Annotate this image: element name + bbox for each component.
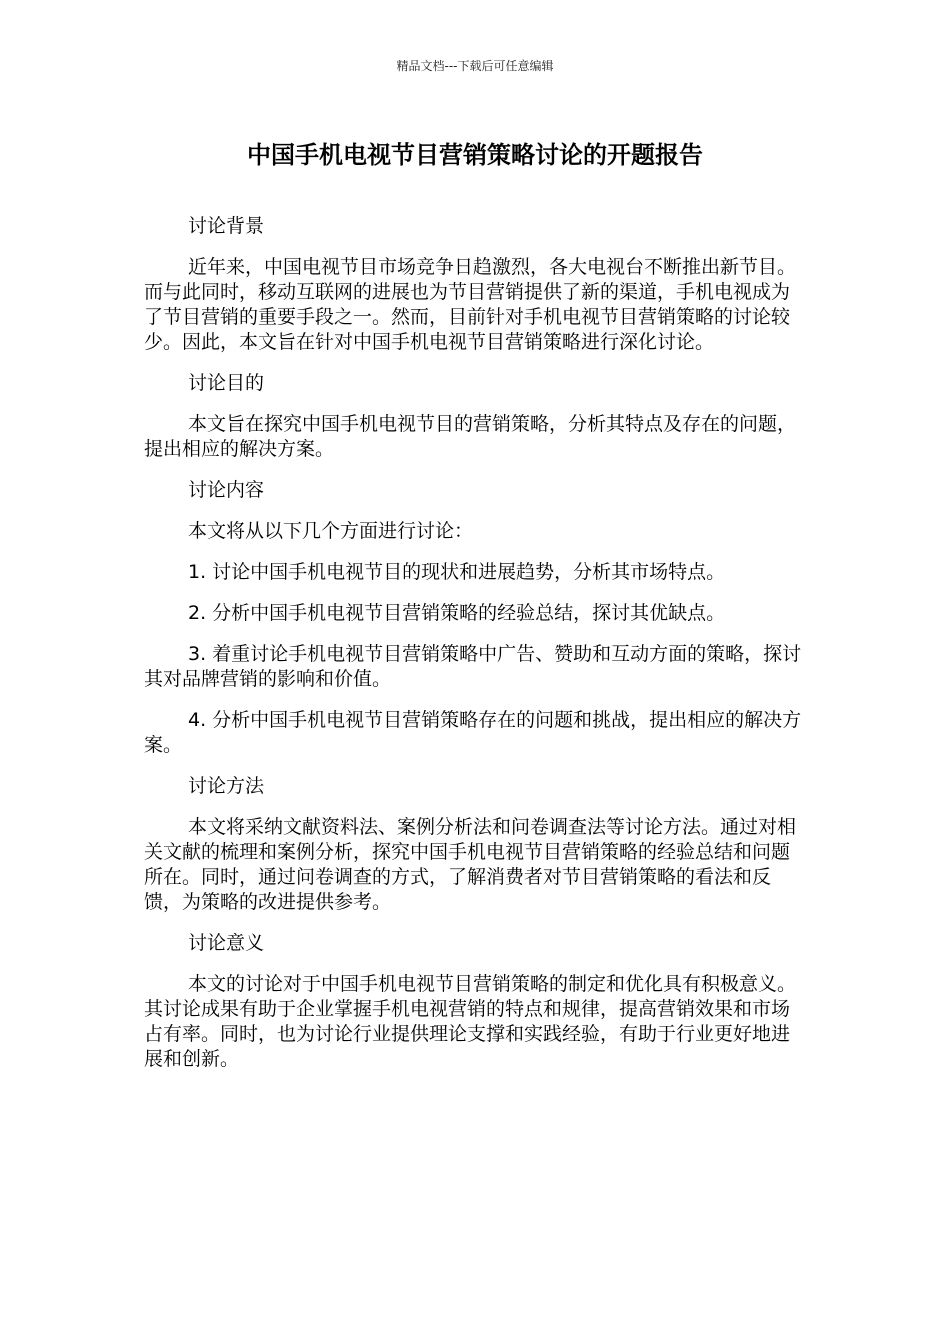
paragraph-purpose: 本文旨在探究中国手机电视节目的营销策略，分析其特点及存在的问题，提出相应的解决方案。 bbox=[144, 413, 797, 460]
paragraph-background: 近年来，中国电视节目市场竞争日趋激烈，各大电视台不断推出新节目。而与此同时，移动互联网的进展也为节目营销提供了新的渠道，手机电视成为了节目营销的重要手段之一。然而，目前针对手机电视节目营销策略的讨论较少。因此，本文旨在针对中国手机电视节目营销策略进行深化讨论。 bbox=[144, 256, 797, 353]
list-item-2: 2. 分析中国手机电视节目营销策略的经验总结，探讨其优缺点。 bbox=[188, 602, 726, 624]
section-heading-significance: 讨论意义 bbox=[188, 932, 265, 954]
list-item-3: 3. 着重讨论手机电视节目营销策略中广告、赞助和互动方面的策略，探讨其对品牌营销的影响和价值。 bbox=[144, 643, 802, 690]
section-heading-method: 讨论方法 bbox=[188, 775, 265, 797]
section-heading-background: 讨论背景 bbox=[188, 215, 265, 237]
document-title: 中国手机电视节目营销策略讨论的开题报告 bbox=[247, 141, 703, 169]
header-note: 精品文档---下载后可任意编辑 bbox=[396, 59, 554, 73]
section-heading-content: 讨论内容 bbox=[188, 479, 265, 501]
document-body bbox=[144, 214, 806, 1088]
list-item-4: 4. 分析中国手机电视节目营销策略存在的问题和挑战，提出相应的解决方案。 bbox=[144, 709, 802, 756]
paragraph-content-intro: 本文将从以下几个方面进行讨论： bbox=[188, 520, 474, 542]
paragraph-method: 本文将采纳文献资料法、案例分析法和问卷调查法等讨论方法。通过对相关文献的梳理和案例分析，探究中国手机电视节目营销策略的经验总结和问题所在。同时，通过问卷调查的方式，了解消费者对节目营销策略的看法和反馈，为策略的改进提供参考。 bbox=[144, 816, 797, 913]
paragraph-significance: 本文的讨论对于中国手机电视节目营销策略的制定和优化具有积极意义。其讨论成果有助于企业掌握手机电视营销的特点和规律，提高营销效果和市场占有率。同时，也为讨论行业提供理论支撑和实践经验，有助于行业更好地进展和创新。 bbox=[144, 973, 797, 1070]
list-item-1: 1. 讨论中国手机电视节目的现状和进展趋势，分析其市场特点。 bbox=[188, 561, 726, 583]
section-heading-purpose: 讨论目的 bbox=[188, 372, 265, 394]
